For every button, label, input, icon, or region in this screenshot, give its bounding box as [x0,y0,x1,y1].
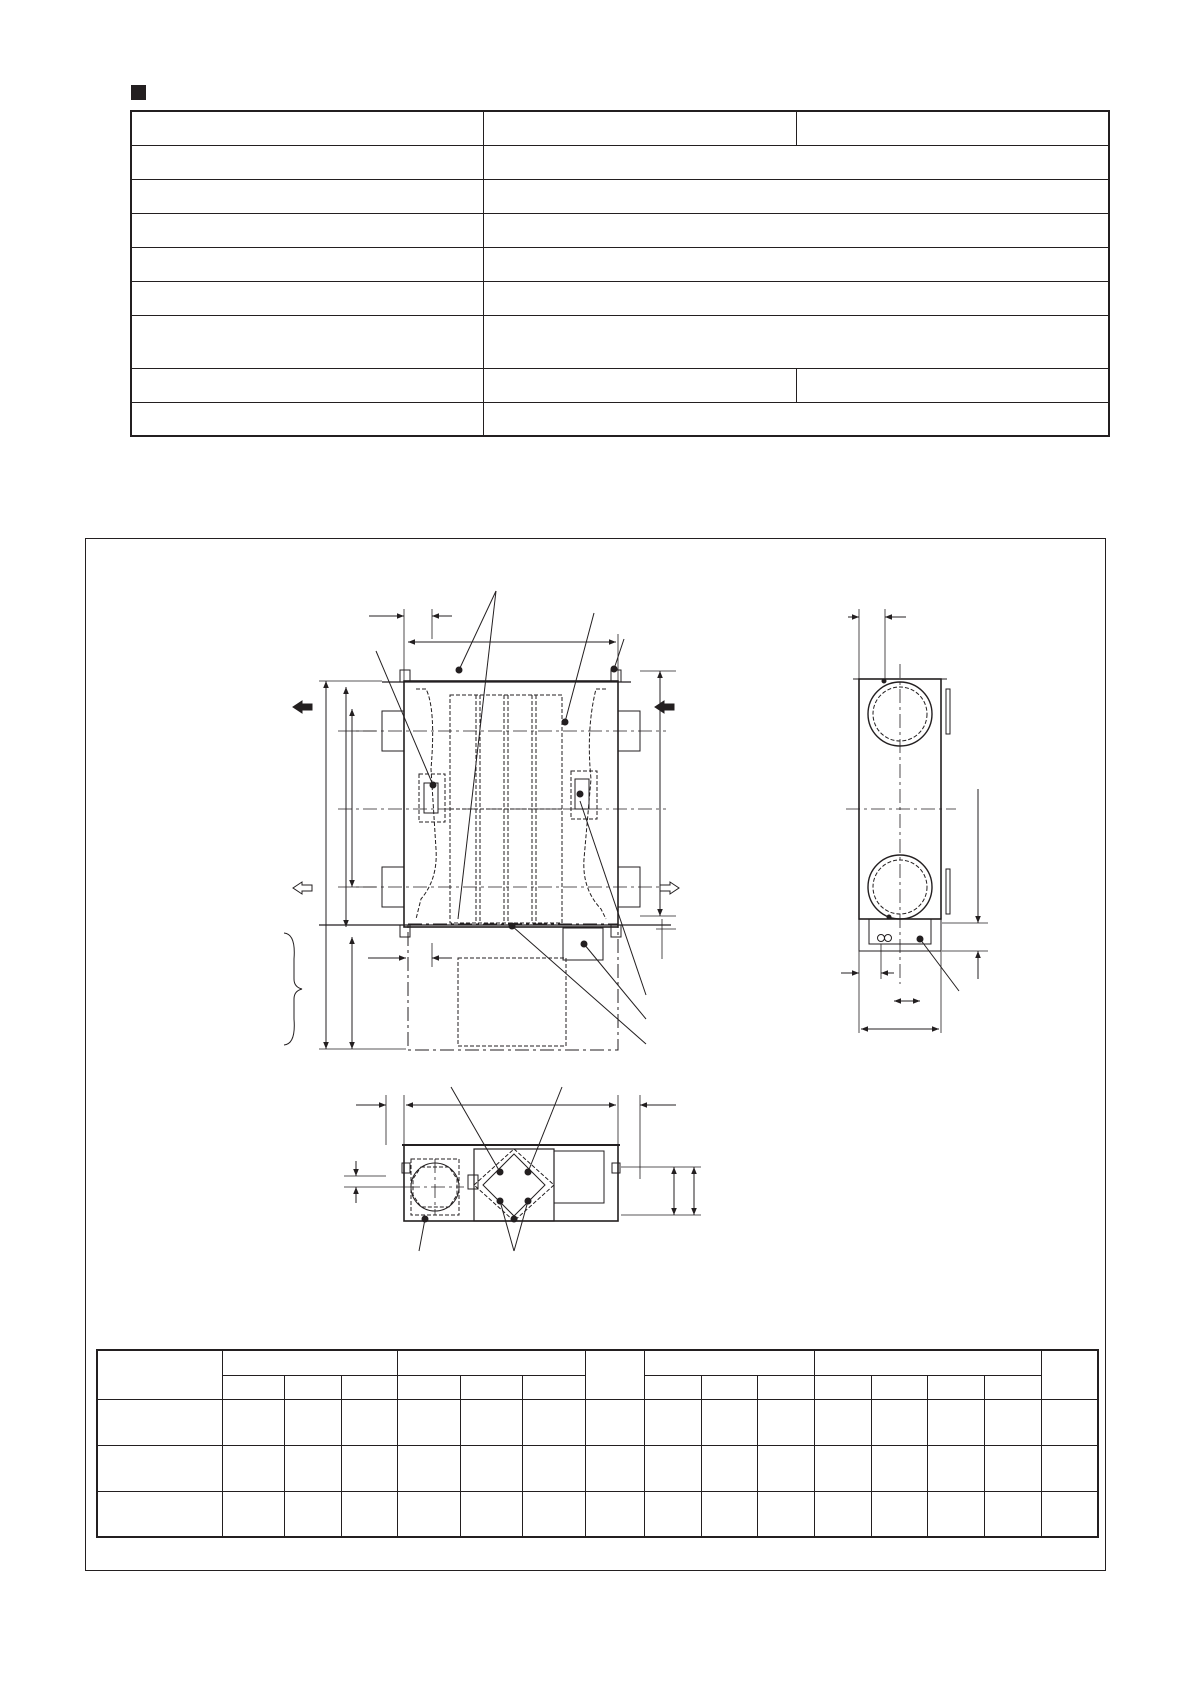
spec-row [131,145,1109,179]
dimension-drawing-frame [85,538,1106,1571]
spec-row [131,368,1109,402]
spec-value [483,247,1109,281]
header-cell [284,1375,341,1399]
table-row [97,1399,1098,1445]
spec-row [131,111,1109,145]
spec-label [131,315,483,368]
spec-value [483,213,1109,247]
spec-label [131,179,483,213]
header-cell [397,1375,460,1399]
spec-label [131,247,483,281]
supply-arrow-icon [293,882,312,894]
supply-arrow-icon [660,882,679,894]
spec-row [131,213,1109,247]
header-cell [1041,1350,1098,1399]
header-cell [644,1375,701,1399]
exhaust-arrow-icon [293,701,312,713]
spec-label [131,402,483,436]
header-cell [585,1350,644,1399]
spec-value [483,281,1109,315]
table-row [97,1445,1098,1491]
dimension-table [96,1349,1099,1538]
spec-row [131,315,1109,368]
header-cell [814,1375,871,1399]
spec-value [483,315,1109,368]
header-cell [97,1350,222,1399]
spec-value [483,368,796,402]
header-cell [701,1375,757,1399]
header-cell [644,1350,814,1375]
spec-row [131,247,1109,281]
header-cell [984,1375,1041,1399]
header-cell [814,1350,1041,1375]
spec-value [796,368,1109,402]
header-cell [341,1375,397,1399]
spec-label [131,111,483,145]
specification-table [130,110,1110,437]
table-row [97,1491,1098,1537]
spec-value [483,179,1109,213]
spec-label [131,213,483,247]
section-marker-icon [131,85,146,100]
exhaust-arrow-icon [655,701,674,713]
header-cell [222,1350,397,1375]
front-view [344,1087,701,1251]
header-cell [522,1375,585,1399]
spec-label [131,368,483,402]
table-header-row [97,1350,1098,1375]
header-cell [927,1375,984,1399]
plan-view [284,591,679,1050]
spec-label [131,145,483,179]
spec-label [131,281,483,315]
spec-value [796,111,1109,145]
header-cell [757,1375,814,1399]
header-cell [460,1375,522,1399]
header-cell [871,1375,927,1399]
spec-value [483,145,1109,179]
header-cell [222,1375,284,1399]
side-view [841,609,988,1033]
spec-row [131,179,1109,213]
spec-value [483,402,1109,436]
spec-row [131,402,1109,436]
spec-value [483,111,796,145]
spec-row [131,281,1109,315]
header-cell [397,1350,585,1375]
